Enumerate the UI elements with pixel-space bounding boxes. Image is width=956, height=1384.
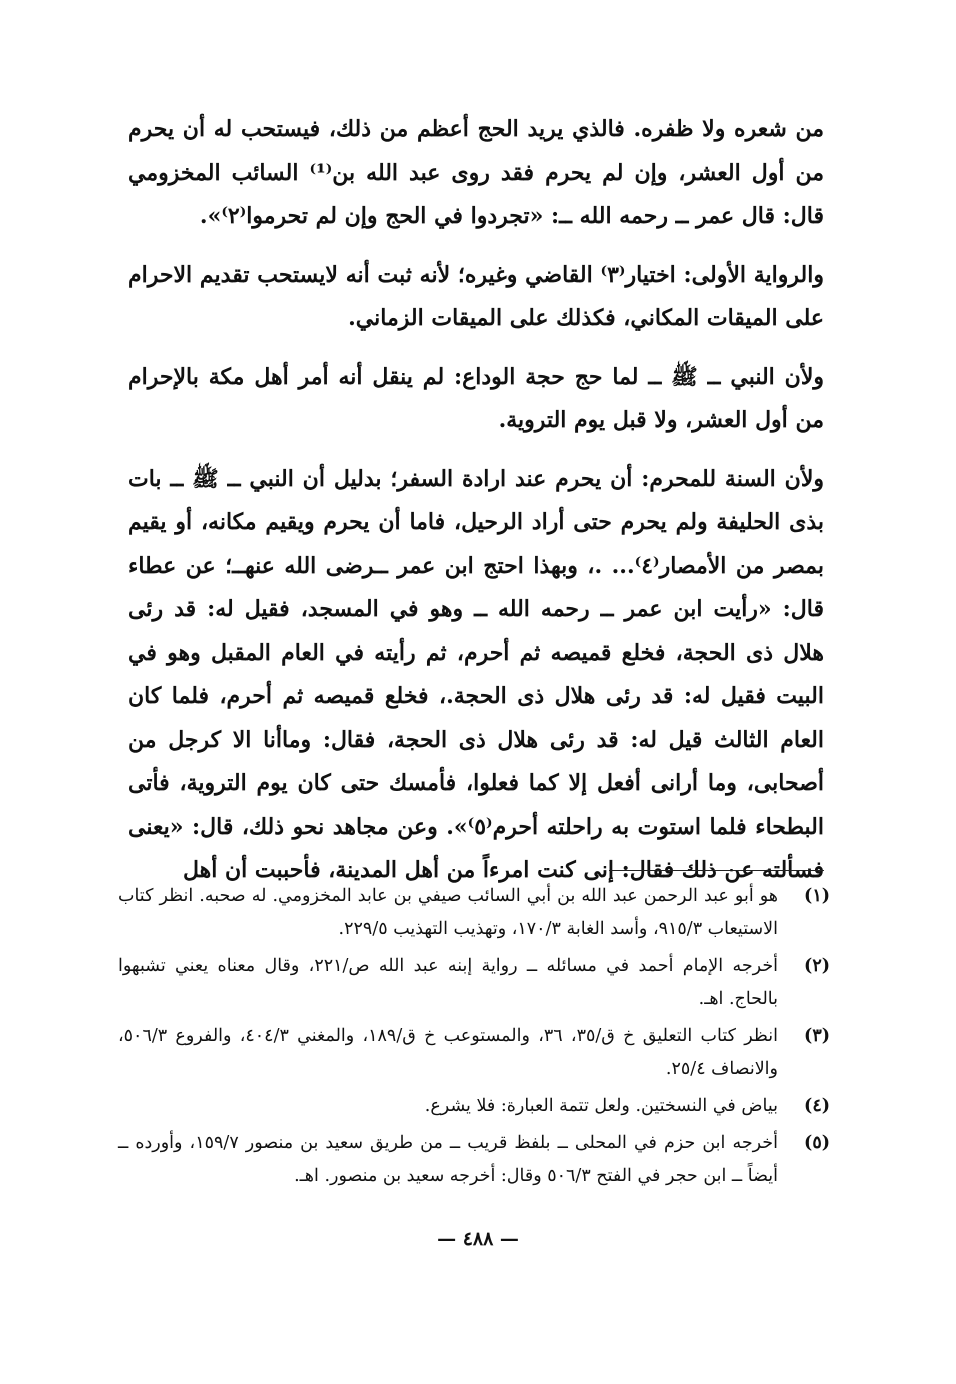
footnote-number: (٥): [804, 1133, 830, 1153]
footnote-3: [118, 1020, 830, 1086]
paragraph-3: ولأن النبي ــ ﷺ ــ لما حج حجة الوداع: لم ينقل أنه أمر أهل مكة بالإحرام من أول العشر، ولا قبل يوم التروية.: [128, 363, 824, 433]
footnote-text: انظر كتاب التعليق خ ق/٣٥، ٣٦، والمستوعب خ ق/١٨٩، والمغني ٤٠٤/٣، والفروع ٥٠٦/٣، والانصاف ٢٥/٤.: [118, 1026, 778, 1079]
footnote-number: (٢): [804, 956, 830, 976]
footnote-text: أخرجه ابن حزم في المحلى ــ بلفظ قريب ــ من طريق سعيد بن منصور ١٥٩/٧، وأورده ــ أيضاً ــ ابن حجر في الفتح ٥٠٦/٣ وقال: أخرجه سعيد بن منصور. اهـ.: [118, 1133, 778, 1186]
footnote-1: [118, 880, 830, 946]
footnotes: [118, 880, 830, 1197]
footnote-text: بياض في النسختين. ولعل تتمة العبارة: فلا يشرع.: [424, 1096, 778, 1116]
paragraph-4: ولأن السنة للمحرم: أن يحرم عند ارادة السفر؛ بدليل أن النبي ــ ﷺ ــ بات بذى الحليفة ولم يحرم حتى أراد الرحيل، فاما أن يحرم ويقيم مكانه، أو يقيم بمصر من الأمصار⁽٤⁾... .، وبهذا احتج ابن عمر ــرضى الله عنهــ؛ عن عطاء قال: «رأيت ابن عمر ــ رحمه الله ــ وهو في المسجد، فقيل له: قد رئى هلال ذى الحجة، فخلع قميصه ثم أحرم، ثم رأيته في العام المقبل وهو في البيت فقيل له: قد رئى هلال ذى الحجة.، فخلع قميصه ثم أحرم، فلما كان العام الثالث قيل له: قد رئى هلال ذى الحجة، فقال: وماأنا الا كرجل من أصحابى، وما أرانى أفعل إلا كما فعلوا، فأمسك حتى كان يوم التروية، فأتى البطحاء فلما استوت به راحلته أحرم⁽٥⁾». وعن مجاهد نحو ذلك، قال: «يعنى فسألته عن ذلك فقال: إنى كنت امرءاً من أهل المدينة، فأحببت أن أهل: [128, 465, 825, 883]
footnote-number: (٤): [804, 1096, 830, 1116]
paragraph-1: من شعره ولا ظفره. فالذي يريد الحج أعظم من ذلك، فيستحب له أن يحرم من أول العشر، وإن لم يحرم فقد روى عبد الله بن⁽¹⁾ السائب المخزومي قال: قال عمر ــ رحمه الله ــ: «تجردوا في الحج وإن لم تحرموا⁽٢⁾».: [128, 116, 824, 229]
paragraph-2: والرواية الأولى: اختيار⁽٣⁾ القاضي وغيره؛ لأنه ثبت أنه لايستحب تقديم الاحرام على الميقات المكاني، فكذلك على الميقات الزماني.: [128, 261, 824, 331]
footnote-2: [118, 950, 830, 1016]
footnote-number: (١): [804, 886, 830, 906]
footnote-text: هو أبو عبد الرحمن عبد الله بن أبي السائب صيفي بن عابد المخزومي. له صحبه. انظر كتاب الاستيعاب ٩١٥/٣، وأسد الغابة ١٧٠/٣، وتهذيب التهذيب ٢٢٩/٥.: [118, 886, 778, 939]
footnote-text: أخرجه الإمام أحمد في مسائله ــ رواية إبنه عبد الله ص/٢٢١، وقال معناه يعني تشبهوا بالحاج. اهـ.: [118, 956, 778, 1009]
main-text: [128, 108, 824, 893]
footnote-4: [118, 1090, 830, 1123]
footnote-separator: [609, 870, 824, 871]
page-number: — ٤٨٨ —: [437, 1228, 519, 1250]
footnote-number: (٣): [804, 1026, 830, 1046]
footnote-5: [118, 1127, 830, 1193]
